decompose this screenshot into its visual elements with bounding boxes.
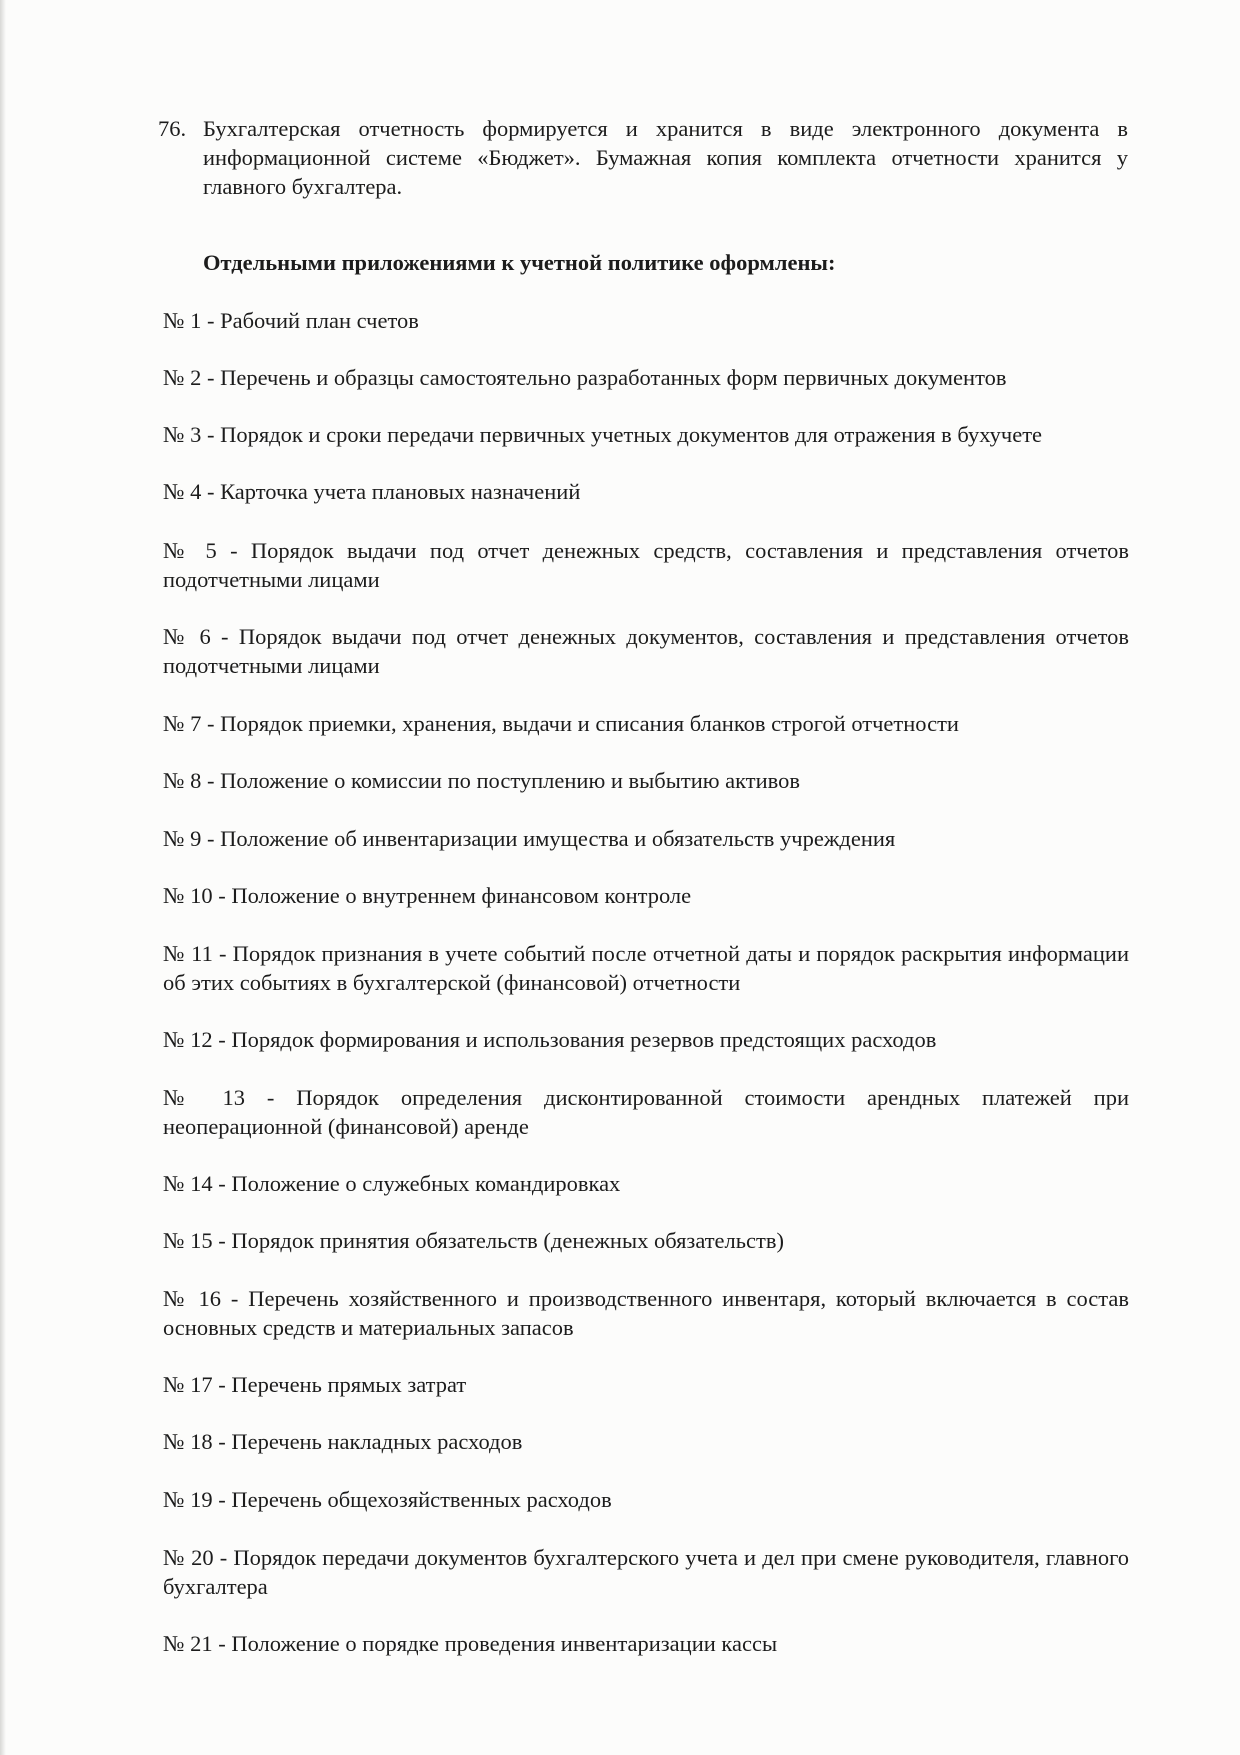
paragraph-number: 76. <box>158 116 187 141</box>
appendix-item-15: № 15 - Порядок принятия обязательств (денежных обязательств) <box>163 1228 784 1253</box>
appendix-item-14: № 14 - Положение о служебных командировках <box>163 1171 621 1196</box>
appendix-item-9: № 9 - Положение об инвентаризации имущества и обязательств учреждения <box>163 826 896 851</box>
appendix-item-17: № 17 - Перечень прямых затрат <box>163 1372 467 1397</box>
appendix-item-1: № 1 - Рабочий план счетов <box>163 308 419 333</box>
paragraph-text: Бухгалтерская отчетность формируется и хранится в виде электронного документа в информационной системе «Бюджет». Бумажная копия комплекта отчетности хранится у главного бухгалтера. <box>203 116 1128 199</box>
appendix-item-5: № 5 - Порядок выдачи под отчет денежных средств, составления и представления отчетов подотчетными лицами <box>163 538 1129 592</box>
appendix-item-19: № 19 - Перечень общехозяйственных расходов <box>163 1487 612 1512</box>
appendix-item-10: № 10 - Положение о внутреннем финансовом контроле <box>163 883 692 908</box>
appendix-item-7: № 7 - Порядок приемки, хранения, выдачи и списания бланков строгой отчетности <box>163 711 959 736</box>
appendix-item-6: № 6 - Порядок выдачи под отчет денежных документов, составления и представления отчетов подотчетными лицами <box>163 624 1129 678</box>
appendix-item-11: № 11 - Порядок признания в учете событий после отчетной даты и порядок раскрытия информации об этих событиях в бухгалтерской (финансовой) отчетности <box>163 941 1129 995</box>
appendix-item-21: № 21 - Положение о порядке проведения инвентаризации кассы <box>163 1631 778 1656</box>
appendix-item-13: № 13 - Порядок определения дисконтированной стоимости арендных платежей при неоперационной (финансовой) аренде <box>163 1085 1129 1139</box>
scan-edge-shadow <box>0 0 6 1755</box>
paragraph-76 <box>158 114 1128 201</box>
appendix-item-3: № 3 - Порядок и сроки передачи первичных учетных документов для отражения в бухучете <box>163 422 1043 447</box>
appendix-item-16: № 16 - Перечень хозяйственного и производственного инвентаря, который включается в состав основных средств и материальных запасов <box>163 1286 1129 1340</box>
appendix-item-8: № 8 - Положение о комиссии по поступлению и выбытию активов <box>163 768 801 793</box>
appendix-item-20: № 20 - Порядок передачи документов бухгалтерского учета и дел при смене руководителя, главного бухгалтера <box>163 1545 1129 1599</box>
appendix-item-12: № 12 - Порядок формирования и использования резервов предстоящих расходов <box>163 1027 937 1052</box>
appendix-item-18: № 18 - Перечень накладных расходов <box>163 1429 523 1454</box>
appendices-heading: Отдельными приложениями к учетной политике оформлены: <box>203 250 836 275</box>
appendix-item-2: № 2 - Перечень и образцы самостоятельно разработанных форм первичных документов <box>163 365 1007 390</box>
appendix-item-4: № 4 - Карточка учета плановых назначений <box>163 479 581 504</box>
